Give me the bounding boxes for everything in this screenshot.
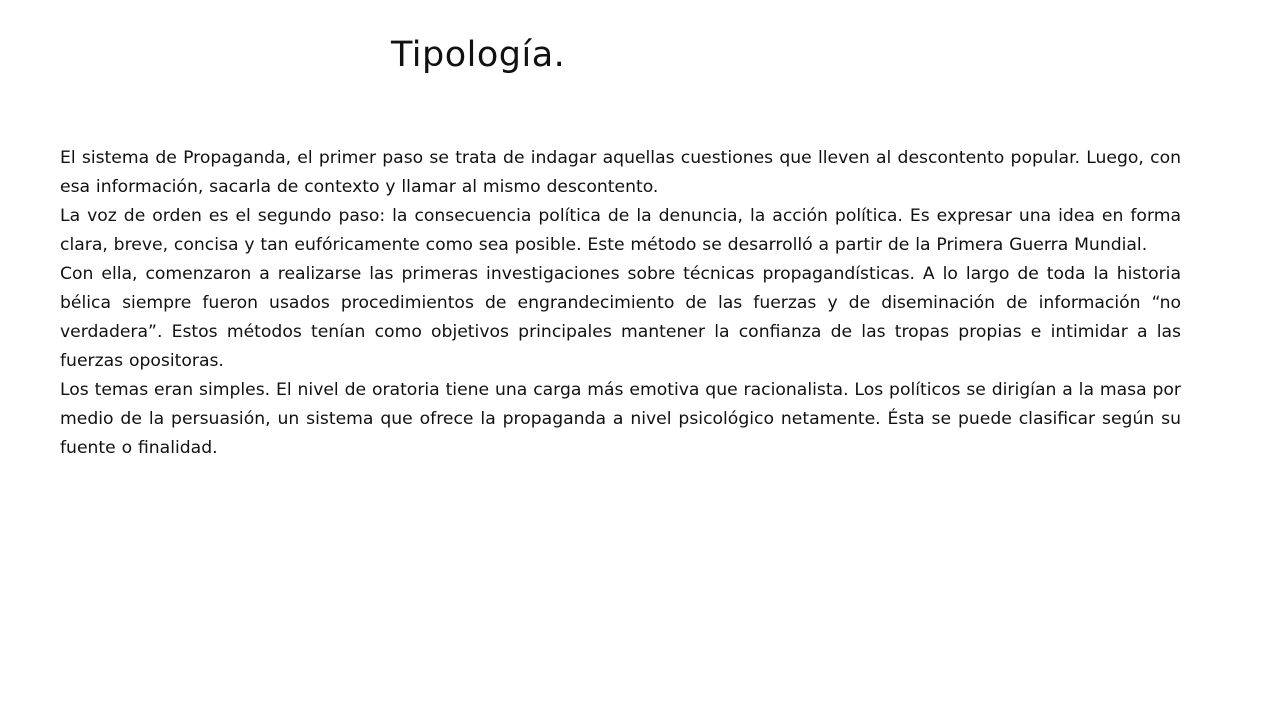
paragraph-4: Los temas eran simples. El nivel de oratoria tiene una carga más emotiva que racionalista. Los políticos se dirigían a la masa por medio de la persuasión, un sistema que ofrece la propaganda a nivel psicológico netamente. Ésta se puede clasificar según su fuente o finalidad. (60, 380, 1181, 458)
paragraph-1: El sistema de Propaganda, el primer paso se trata de indagar aquellas cuestiones que lleven al descontento popular. Luego, con esa información, sacarla de contexto y llamar al mismo descontento. (60, 148, 1181, 197)
slide-title: Tipología. (391, 35, 566, 75)
paragraph-2: La voz de orden es el segundo paso: la consecuencia política de la denuncia, la acción política. Es expresar una idea en forma clara, breve, concisa y tan eufóricamente como sea posible. Este método se desarrolló a partir de la Primera Guerra Mundial. (60, 206, 1181, 255)
paragraph-3: Con ella, comenzaron a realizarse las primeras investigaciones sobre técnicas propagandísticas. A lo largo de toda la historia bélica siempre fueron usados procedimientos de engrandecimiento de las fuerzas y de diseminación de información “no verdadera”. Estos métodos tenían como objetivos principales mantener la confianza de las tropas propias e intimidar a las fuerzas opositoras. (60, 264, 1181, 371)
slide-body (60, 144, 1181, 463)
